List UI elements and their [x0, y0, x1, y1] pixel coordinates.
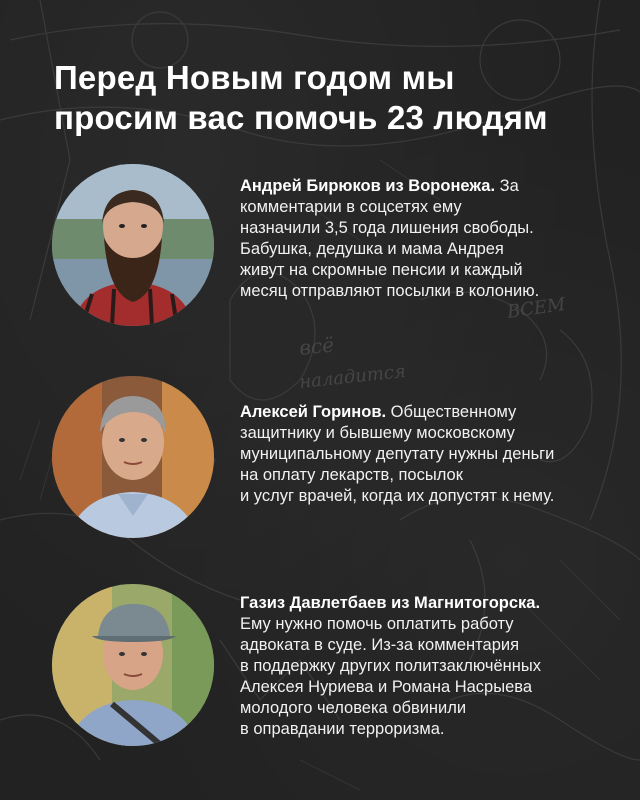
person-card-2 — [0, 376, 640, 546]
person-name-1: Андрей Бирюков из Воронежа. — [240, 177, 496, 195]
portrait-grey-haired-man-icon — [52, 376, 214, 538]
bio-1-line-5: месяц отправляют посылки в колонию. — [240, 282, 540, 300]
person-bio-1 — [240, 176, 632, 302]
bio-1-line-1: комментарии в соцсетях ему — [240, 198, 462, 216]
bio-3-line-1: Ему нужно помочь оплатить работу — [240, 615, 514, 633]
bio-1-line-3: Бабушка, дедушка и мама Андрея — [240, 240, 504, 258]
page-title — [54, 58, 614, 138]
title-line-2: просим вас помочь 23 людям — [54, 99, 548, 136]
bio-1-line-2: назначили 3,5 года лишения свободы. — [240, 219, 534, 237]
doodle-text-1: всё — [298, 332, 336, 360]
bio-2-line-4: и услуг врачей, когда их допустят к нему. — [240, 487, 555, 505]
bio-2-line-1: защитнику и бывшему московскому — [240, 424, 515, 442]
bio-1-line-4: живут на скромные пенсии и каждый — [240, 261, 523, 279]
person-photo-2 — [52, 376, 214, 538]
person-card-3 — [0, 584, 640, 754]
person-photo-1 — [52, 164, 214, 326]
bio-2-line-0: Общественному — [386, 403, 517, 421]
bio-3-line-4: Алексея Нуриева и Романа Насрыева — [240, 678, 533, 696]
person-photo-3 — [52, 584, 214, 746]
person-bio-2 — [240, 402, 632, 507]
bio-3-line-3: в поддержку других политзаключённых — [240, 657, 541, 675]
portrait-man-in-cap-icon — [52, 584, 214, 746]
portrait-bearded-man-icon — [52, 164, 214, 326]
bio-3-line-6: в оправдании терроризма. — [240, 720, 445, 738]
bio-2-line-3: на оплату лекарств, посылок — [240, 466, 463, 484]
person-name-3: Газиз Давлетбаев из Магнитогорска. — [240, 594, 541, 612]
bio-2-line-2: муниципальному депутату нужны деньги — [240, 445, 555, 463]
doodle-text-2: наладится — [298, 360, 407, 393]
title-line-1: Перед Новым годом мы — [54, 59, 455, 96]
person-bio-3 — [240, 593, 632, 740]
person-name-2: Алексей Горинов. — [240, 403, 387, 421]
person-card-1 — [0, 164, 640, 334]
bio-3-line-5: молодого человека обвинили — [240, 699, 467, 717]
bio-1-line-0: За — [495, 177, 519, 195]
bio-3-line-2: адвоката в суде. Из-за комментария — [240, 636, 520, 654]
doodle-text-3: ВСЕМ — [505, 294, 567, 323]
